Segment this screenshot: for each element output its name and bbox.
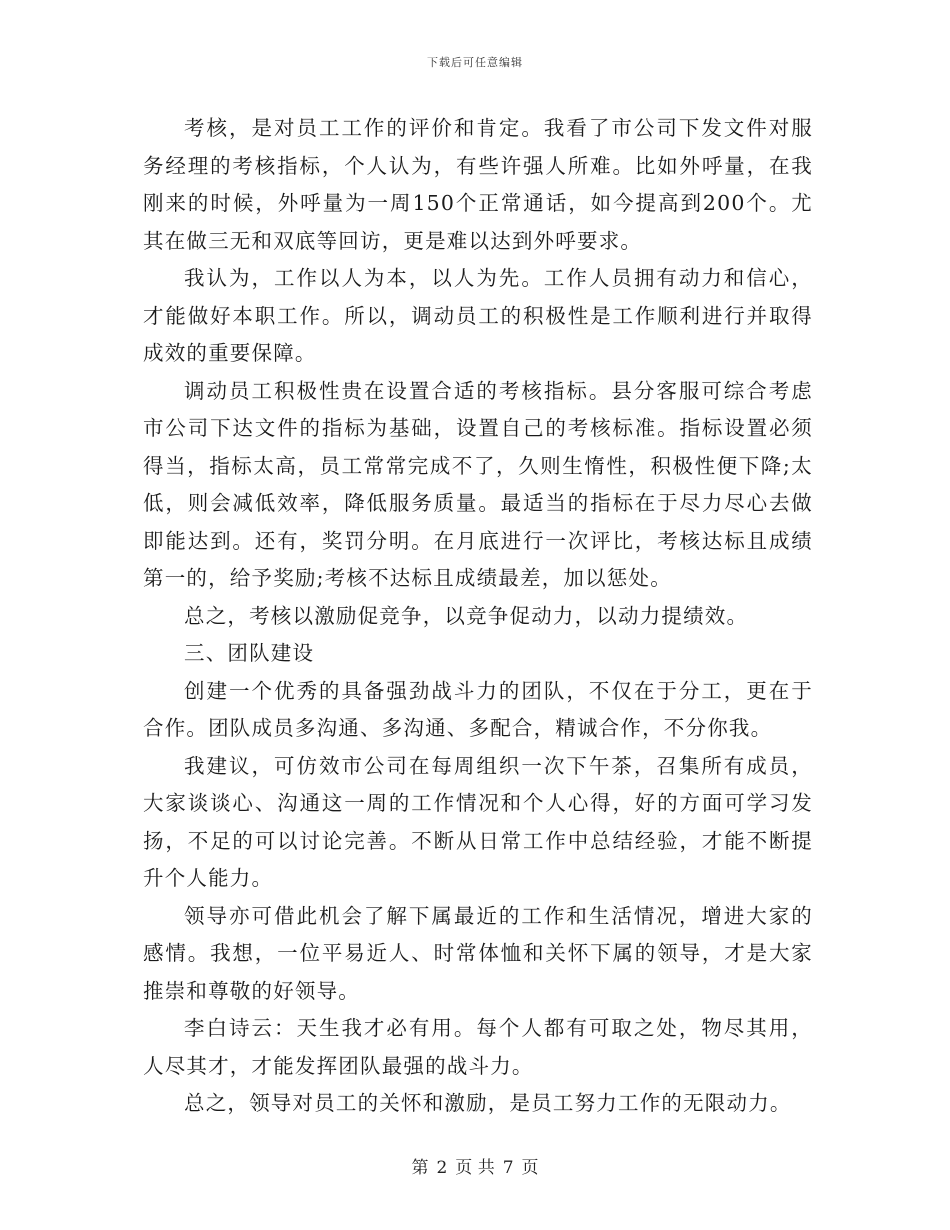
page-footer — [0, 1153, 950, 1178]
page-number: 2 — [436, 1158, 448, 1178]
paragraph: 总之，领导对员工的关怀和激励，是员工努力工作的无限动力。 — [184, 1091, 792, 1115]
total-pages: 7 — [502, 1158, 514, 1178]
document-body — [143, 110, 813, 1123]
footer-suffix: 页 — [521, 1158, 539, 1178]
paragraph: 李白诗云：天生我才必有用。每个人都有可取之处，物尽其用，人尽其才，才能发挥团队最强的战斗力。 — [143, 1016, 813, 1078]
paragraph: 创建一个优秀的具备强劲战斗力的团队，不仅在于分工，更在于合作。团队成员多沟通、多沟通、多配合，精诚合作，不分你我。 — [143, 678, 813, 740]
section-heading: 三、团队建设 — [184, 641, 315, 665]
paragraph: 考核，是对员工工作的评价和肯定。我看了市公司下发文件对服务经理的考核指标，个人认为，有些许强人所难。比如外呼量，在我刚来的时候，外呼量为一周150个正常通话，如今提高到200个。尤其在做三无和双底等回访，更是难以达到外呼要求。 — [143, 116, 813, 253]
paragraph: 我建议，可仿效市公司在每周组织一次下午茶，召集所有成员，大家谈谈心、沟通这一周的工作情况和个人心得，好的方面可学习发扬，不足的可以讨论完善。不断从日常工作中总结经验，才能不断提升个人能力。 — [143, 753, 813, 890]
paragraph: 总之，考核以激励促竞争，以竞争促动力，以动力提绩效。 — [184, 603, 749, 628]
footer-middle: 页 共 — [455, 1158, 495, 1178]
page-header: 下载后可任意编辑 — [427, 56, 523, 69]
paragraph: 我认为，工作以人为本，以人为先。工作人员拥有动力和信心，才能做好本职工作。所以，调动员工的积极性是工作顺利进行并取得成效的重要保障。 — [143, 266, 813, 365]
footer-prefix: 第 — [411, 1158, 429, 1178]
paragraph: 领导亦可借此机会了解下属最近的工作和生活情况，增进大家的感情。我想，一位平易近人、时常体恤和关怀下属的领导，才是大家推崇和尊敬的好领导。 — [143, 903, 813, 1003]
paragraph: 调动员工积极性贵在设置合适的考核指标。县分客服可综合考虑市公司下达文件的指标为基础，设置自己的考核标准。指标设置必须得当，指标太高，员工常常完成不了，久则生惰性，积极性便下降;太低，则会减低效率，降低服务质量。最适当的指标在于尽力尽心去做即能达到。还有，奖罚分明。在月底进行一次评比，考核达标且成绩第一的，给予奖励;考核不达标且成绩最差，加以惩处。 — [143, 378, 813, 590]
